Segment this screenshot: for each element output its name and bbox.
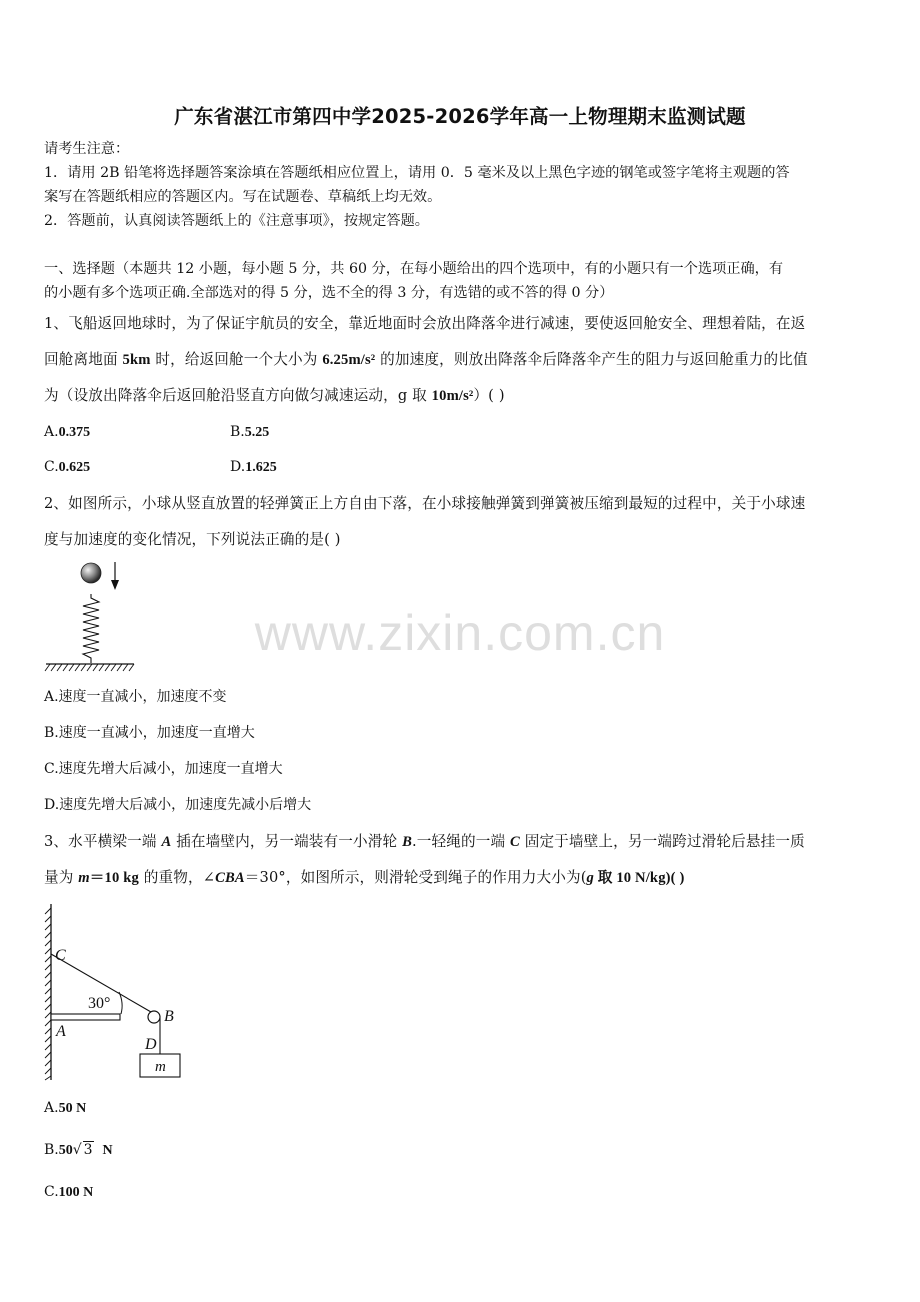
- q1-text: 回舱离地面: [44, 351, 123, 368]
- label-a: A: [56, 1023, 66, 1040]
- option-letter: C.: [44, 459, 59, 475]
- q3-var-a: A: [161, 834, 172, 850]
- q3-text: 固定于墙壁上，另一端跨过滑轮后悬挂一质: [519, 833, 805, 850]
- q2-option-c[interactable]: C.速度先增大后减小，加速度一直增大: [44, 761, 283, 777]
- q3-g-value: 取 10 N/kg)( ): [594, 870, 685, 886]
- option-value: 5.25: [244, 425, 270, 440]
- q1-acceleration-value: 6.25m/s²: [322, 352, 376, 368]
- q3-var-g: g: [586, 870, 594, 886]
- down-arrow-icon: [111, 562, 119, 590]
- q1-stem-line-1: 1、飞船返回地球时，为了保证宇航员的安全，靠近地面时会放出降落伞进行减速，要使返回舱安全、理想着陆，在返: [44, 315, 806, 332]
- watermark: www.zixin.com.cn: [254, 605, 666, 661]
- q3-text: .一轻绳的一端: [411, 833, 511, 850]
- q3-option-b[interactable]: B.50√ 3 N: [44, 1142, 113, 1158]
- label-b: B: [164, 1008, 174, 1025]
- q2-option-a[interactable]: A.速度一直减小，加速度不变: [44, 689, 227, 705]
- q3-var-b: B: [402, 834, 412, 850]
- beam: [51, 1014, 120, 1020]
- notice-line-2: 2．答题前，认真阅读答题纸上的《注意事项》，按规定答题。: [44, 213, 429, 229]
- ball: [81, 563, 101, 583]
- option-value: 0.375: [58, 425, 91, 440]
- section-header-line-2: 的小题有多个选项正确.全部选对的得 5 分，选不全的得 3 分，有选错的或不答的得 0 分）: [44, 285, 614, 301]
- option-value: 0.625: [58, 460, 91, 475]
- option-value: 50 N: [58, 1101, 87, 1116]
- q1-option-b[interactable]: [230, 422, 269, 443]
- q3-stem-line-1: [44, 832, 805, 852]
- label-angle: 30°: [88, 995, 111, 1012]
- q1-stem-line-2: [44, 350, 808, 370]
- q3-var-c: C: [510, 834, 520, 850]
- option-letter: B.: [230, 424, 245, 440]
- wall-hatch: [45, 908, 51, 1080]
- q2-stem-line-1: 2、如图所示，小球从竖直放置的轻弹簧正上方自由下落，在小球接触弹簧到弹簧被压缩到最短的过程中，关于小球速: [44, 495, 806, 512]
- q1-stem-line-3: [44, 386, 505, 406]
- sqrt-radicand: 3: [83, 1142, 93, 1158]
- q3-angle-name: CBA: [215, 870, 245, 886]
- option-unit: N: [102, 1143, 113, 1158]
- option-value: 1.625: [245, 460, 277, 475]
- q1-option-c[interactable]: [44, 457, 90, 478]
- option-value: 50: [58, 1143, 73, 1158]
- q2-option-d[interactable]: D.速度先增大后减小，加速度先减小后增大: [44, 797, 312, 813]
- page-title: 广东省湛江市第四中学2025-2026学年高一上物理期末监测试题: [174, 105, 746, 128]
- q3-option-a[interactable]: [44, 1098, 86, 1119]
- option-letter: C.: [44, 1184, 59, 1200]
- q1-text: 的加速度，则放出降落伞后降落伞产生的阻力与返回舱重力的比值: [375, 351, 808, 368]
- q2-stem-line-2: 度与加速度的变化情况，下列说法正确的是( ): [44, 531, 341, 548]
- label-d: D: [145, 1036, 157, 1053]
- q2-spring-ball-figure: [40, 560, 140, 680]
- q3-text: 插在墙壁内，另一端装有一小滑轮: [171, 833, 403, 850]
- q1-g-value: 10m/s²: [431, 388, 474, 404]
- q3-text: 的重物，∠: [138, 869, 216, 886]
- q1-height-value: 5km: [122, 352, 151, 368]
- spring: [83, 594, 99, 663]
- notice-heading: 请考生注意：: [44, 141, 130, 157]
- q1-option-a[interactable]: [44, 422, 90, 443]
- option-letter: A.: [44, 1100, 59, 1116]
- q3-var-m: m: [78, 870, 90, 886]
- q3-mass-value: ＝10 kg: [89, 870, 139, 886]
- option-value: 100 N: [58, 1185, 94, 1200]
- option-letter: D.: [230, 459, 246, 475]
- notice-line-1b: 案写在答题纸相应的答题区内。写在试题卷、草稿纸上均无效。: [44, 189, 442, 205]
- option-letter: B.: [44, 1142, 59, 1158]
- q3-text: 量为: [44, 869, 79, 886]
- notice-line-1a: 1．请用 2B 铅笔将选择题答案涂填在答题纸相应位置上，请用 0．5 毫米及以上黑色字迹的钢笔或签字笔将主观题的答: [44, 165, 790, 181]
- option-letter: A.: [44, 424, 59, 440]
- q1-text: ）( ): [473, 387, 505, 404]
- q1-text: 时，给返回舱一个大小为: [150, 351, 323, 368]
- ground-hatch: [45, 664, 134, 671]
- q3-stem-line-2: [44, 868, 684, 888]
- q3-option-c[interactable]: [44, 1182, 93, 1203]
- q3-text: 3、水平横梁一端: [44, 833, 162, 850]
- q3-pulley-figure: [40, 902, 190, 1084]
- pulley: [148, 1011, 160, 1023]
- label-c: C: [55, 947, 66, 964]
- q3-text: ＝30°，如图所示，则滑轮受到绳子的作用力大小为(: [244, 869, 587, 886]
- q2-option-b[interactable]: B.速度一直减小，加速度一直增大: [44, 725, 255, 741]
- q1-option-d[interactable]: [230, 457, 277, 478]
- label-m: m: [155, 1059, 166, 1075]
- q1-text: 为（设放出降落伞后返回舱沿竖直方向做匀减速运动，g 取: [44, 387, 432, 404]
- section-header-line-1: 一、选择题（本题共 12 小题，每小题 5 分，共 60 分，在每小题给出的四个选项中，有的小题只有一个选项正确，有: [44, 261, 784, 277]
